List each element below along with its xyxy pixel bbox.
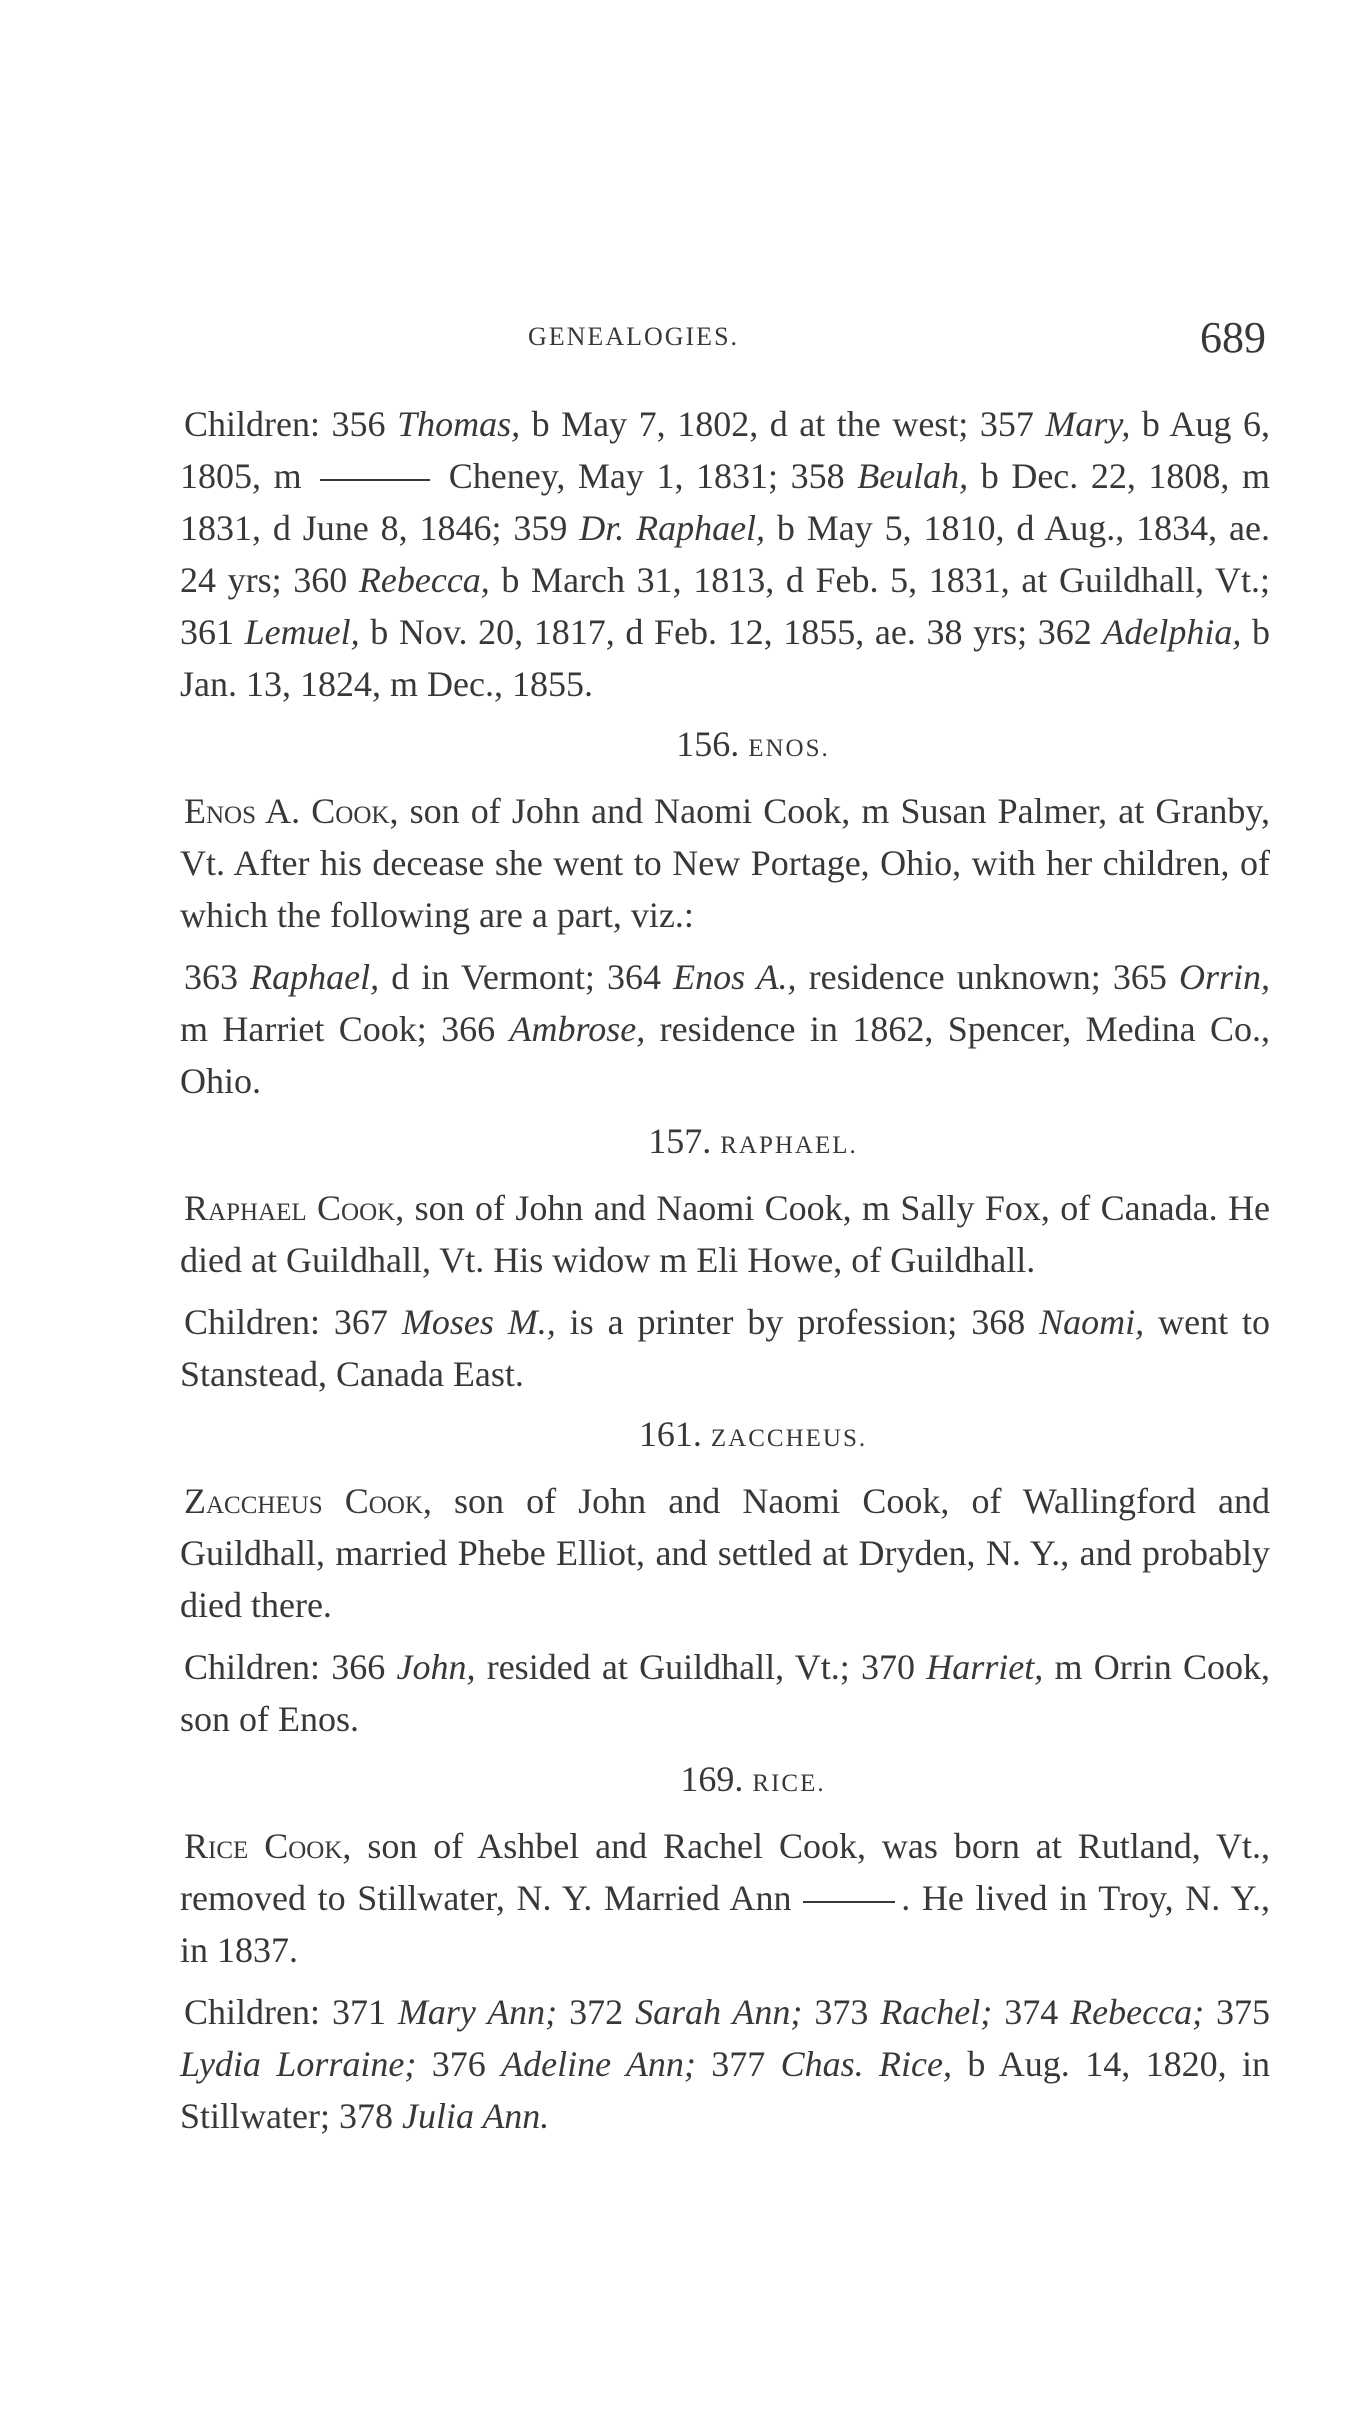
paragraph-enos — [180, 785, 1270, 941]
name-rebecca: Rebecca, — [358, 560, 490, 600]
text-span: 372 — [557, 1992, 636, 2032]
name-ambrose: Ambrose, — [509, 1009, 646, 1049]
name-harriet: Harriet, — [926, 1647, 1044, 1687]
paragraph-zaccheus-children — [180, 1641, 1270, 1745]
text-span: 375 — [1204, 1992, 1271, 2032]
blank-dash — [320, 479, 430, 481]
text-span: went to Stanstead, Canada East. — [180, 1302, 1271, 1394]
paragraph-rice — [180, 1820, 1270, 1976]
paragraph-children-of-john — [180, 398, 1270, 710]
text-span: 376 — [416, 2044, 502, 2084]
text-span: d in Vermont; 364 — [379, 957, 674, 997]
text-span: resided at Guildhall, Vt.; 370 — [475, 1647, 927, 1687]
name-orrin: Orrin, — [1178, 957, 1270, 997]
name-chas-rice: Chas. Rice, — [780, 2044, 952, 2084]
page-number: 689 — [1200, 313, 1266, 362]
name-thomas: Thomas, — [397, 404, 521, 444]
name-mary: Mary, — [1045, 404, 1131, 444]
name-dr-raphael: Dr. Raphael, — [579, 508, 766, 548]
text-span: Cheney, May 1, 1831; 358 — [436, 456, 858, 496]
section-name: RAPHAEL. — [720, 1132, 858, 1159]
name-raphael: Raphael, — [250, 957, 380, 997]
running-title: GENEALOGIES. — [528, 322, 740, 351]
text-span: A. — [256, 791, 312, 831]
text-span: b May 5, 1810, d Aug., 1834, ae. 24 yrs; 360 — [180, 508, 1270, 600]
paragraph-enos-children — [180, 951, 1270, 1107]
text-span: son of John and Naomi Cook, m Susan Palmer, at Granby, Vt. After his decease she went to New Portage, Ohio, with her children, of which the following are a part, viz.: — [180, 791, 1270, 935]
text-span: b Dec. 22, 1808, m 1831, d June 8, 1846; 359 — [180, 456, 1270, 548]
section-number: 161. — [638, 1414, 711, 1454]
section-number: 169. — [680, 1759, 753, 1799]
person-name: Enos — [184, 791, 257, 831]
text-span: Children: 366 — [184, 1647, 397, 1687]
text-span: . He lived in Troy, N. Y., in 1837. — [180, 1878, 1270, 1970]
name-enos-a: Enos A., — [673, 957, 797, 997]
paragraph-rice-children — [180, 1986, 1270, 2142]
section-name: ENOS. — [748, 735, 830, 762]
name-rachel: Rachel; — [880, 1992, 993, 2032]
text-span: residence in 1862, Spencer, Medina Co., Ohio. — [180, 1009, 1270, 1101]
paragraph-raphael — [180, 1182, 1270, 1286]
text-span: son of Ashbel and Rachel Cook, was born at Rutland, Vt., removed to Stillwater, N. Y. Married Ann — [180, 1826, 1270, 1918]
name-beulah: Beulah, — [857, 456, 969, 496]
text-span: 374 — [992, 1992, 1071, 2032]
section-name: ZACCHEUS. — [710, 1425, 868, 1452]
text-span: Children: 367 — [184, 1302, 402, 1342]
text-span: is a printer by profession; 368 — [555, 1302, 1040, 1342]
section-name: RICE. — [752, 1770, 826, 1797]
text-span: b March 31, 1813, d Feb. 5, 1831, at Guildhall, Vt.; 361 — [180, 560, 1270, 652]
person-name: Rice Cook, — [184, 1826, 352, 1866]
page-body — [180, 398, 1270, 2142]
name-moses-m: Moses M., — [401, 1302, 556, 1342]
name-mary-ann: Mary Ann; — [397, 1992, 558, 2032]
name-rebecca-2: Rebecca; — [1070, 1992, 1205, 2032]
person-name: Cook, — [311, 791, 399, 831]
text-span: Children: 356 — [184, 404, 398, 444]
text-span: 363 — [184, 957, 251, 997]
person-name: Raphael Cook, — [184, 1188, 405, 1228]
person-name: Zaccheus Cook, — [184, 1481, 432, 1521]
name-adelphia: Adelphia, — [1102, 612, 1242, 652]
text-span: 377 — [695, 2044, 781, 2084]
name-sarah-ann: Sarah Ann; — [635, 1992, 803, 2032]
name-john: John, — [396, 1647, 476, 1687]
text-span: b Aug 6, 1805, m — [180, 404, 1271, 496]
text-span: residence unknown; 365 — [796, 957, 1179, 997]
paragraph-raphael-children — [180, 1296, 1270, 1400]
text-span: 373 — [802, 1992, 881, 2032]
name-adeline-ann: Adeline Ann; — [501, 2044, 696, 2084]
section-number: 156. — [676, 724, 749, 764]
name-lydia-lorraine: Lydia Lorraine; — [180, 2044, 417, 2084]
name-julia-ann: Julia Ann. — [401, 2096, 550, 2136]
text-span: son of John and Naomi Cook, m Sally Fox, of Canada. He died at Guildhall, Vt. His widow m Eli Howe, of Guildhall. — [180, 1188, 1270, 1280]
text-span: son of John and Naomi Cook, of Wallingford and Guildhall, married Phebe Elliot, and settled at Dryden, N. Y., and probably died there. — [180, 1481, 1270, 1625]
text-span: b Jan. 13, 1824, m Dec., 1855. — [180, 612, 1271, 704]
text-span: m Harriet Cook; 366 — [180, 1009, 510, 1049]
text-span: b Nov. 20, 1817, d Feb. 12, 1855, ae. 38 yrs; 362 — [359, 612, 1103, 652]
text-span: b Aug. 14, 1820, in Stillwater; 378 — [180, 2044, 1270, 2136]
page-header — [180, 313, 1266, 380]
text-span: Children: 371 — [184, 1992, 398, 2032]
blank-dash — [803, 1901, 895, 1903]
section-heading-raphael — [180, 1115, 1270, 1172]
name-naomi: Naomi, — [1039, 1302, 1145, 1342]
section-heading-zaccheus — [180, 1408, 1270, 1465]
text-span: m Orrin Cook, son of Enos. — [180, 1647, 1270, 1739]
section-heading-enos — [180, 718, 1270, 775]
name-lemuel: Lemuel, — [244, 612, 360, 652]
section-number: 157. — [648, 1121, 721, 1161]
paragraph-zaccheus — [180, 1475, 1270, 1631]
text-span: b May 7, 1802, d at the west; 357 — [520, 404, 1046, 444]
section-heading-rice — [180, 1753, 1270, 1810]
